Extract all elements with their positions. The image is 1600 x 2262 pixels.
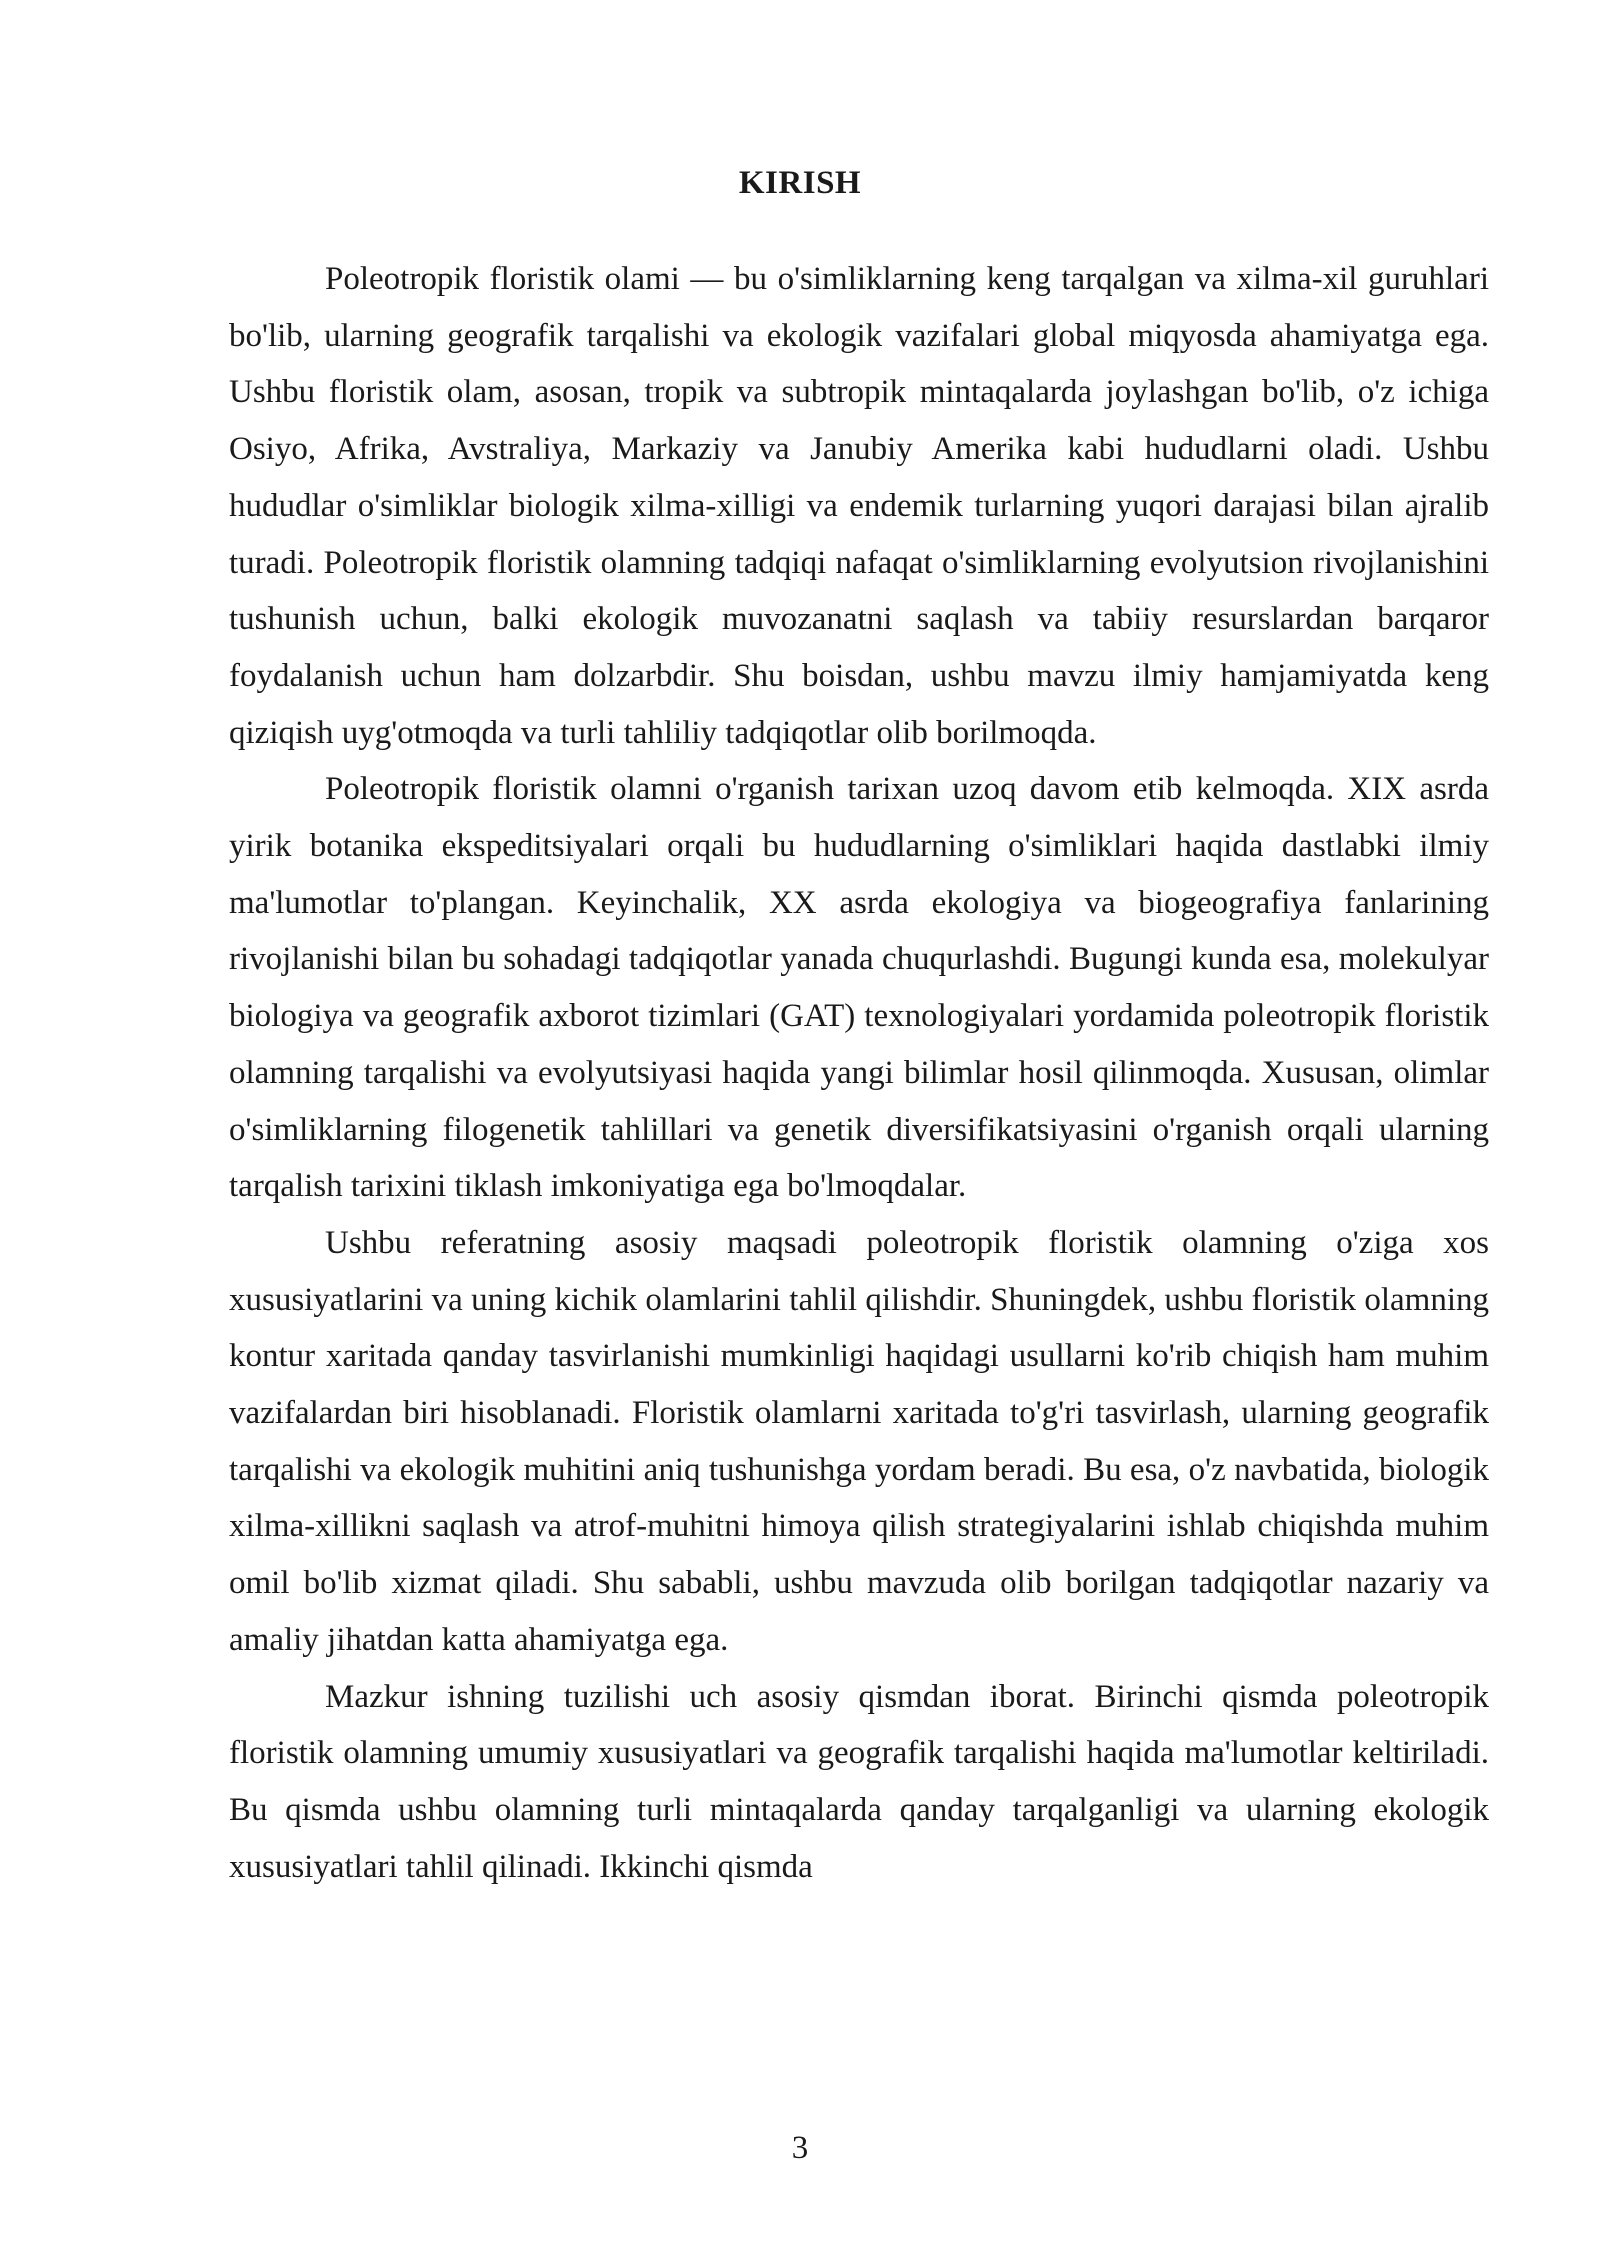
paragraph-2: Poleotropik floristik olamni o'rganish tarixan uzoq davom etib kelmoqda. XIX asrda yirik botanika ekspeditsiyalari orqali bu hududlarning o'simliklari haqida dastlabki ilmiy ma'lumotlar to'plangan. Keyinchalik, XX asrda ekologiya va biogeografiya fanlarining rivojlanishi bilan bu sohadagi tadqiqotlar yanada chuqurlashdi. Bugungi kunda esa, molekulyar biologiya va geografik axborot tizimlari (GAT) texnologiyalari yordamida poleotropik floristik olamning tarqalishi va evolyutsiyasi haqida yangi bilimlar hosil qilinmoqda. Xususan, olimlar o'simliklarning filogenetik tahlillari va genetik diversifikatsiyasini o'rganish orqali ularning tarqalish tarixini tiklash imkoniyatiga ega bo'lmoqdalar.	[229, 771, 1489, 1205]
page-number: 3	[791, 2130, 809, 2166]
body-text	[229, 251, 1489, 1895]
paragraph-1: Poleotropik floristik olami — bu o'simliklarning keng tarqalgan va xilma-xil guruhlari bo'lib, ularning geografik tarqalishi va ekologik vazifalari global miqyosda ahamiyatga ega. Ushbu floristik olam, asosan, tropik va subtropik mintaqalarda joylashgan bo'lib, o'z ichiga Osiyo, Afrika, Avstraliya, Markaziy va Janubiy Amerika kabi hududlarni oladi. Ushbu hududlar o'simliklar biologik xilma-xilligi va endemik turlarning yuqori darajasi bilan ajralib turadi. Poleotropik floristik olamning tadqiqi nafaqat o'simliklarning evolyutsion rivojlanishini tushunish uchun, balki ekologik muvozanatni saqlash va tabiiy resurslardan barqaror foydalanish uchun ham dolzarbdir. Shu boisdan, ushbu mavzu ilmiy hamjamiyatda keng qiziqish uyg'otmoqda va turli tahliliy tadqiqotlar olib borilmoqda.	[229, 261, 1489, 751]
page-title: KIRISH	[738, 165, 862, 201]
paragraph-3: Ushbu referatning asosiy maqsadi poleotropik floristik olamning o'ziga xos xususiyatlarini va uning kichik olamlarini tahlil qilishdir. Shuningdek, ushbu floristik olamning kontur xaritada qanday tasvirlanishi mumkinligi haqidagi usullarni ko'rib chiqish ham muhim vazifalardan biri hisoblanadi. Floristik olamlarni xaritada to'g'ri tasvirlash, ularning geografik tarqalishi va ekologik muhitini aniq tushunishga yordam beradi. Bu esa, o'z navbatida, biologik xilma-xillikni saqlash va atrof-muhitni himoya qilish strategiyalarini ishlab chiqishda muhim omil bo'lib xizmat qiladi. Shu sababli, ushbu mavzuda olib borilgan tadqiqotlar nazariy va amaliy jihatdan katta ahamiyatga ega.	[229, 1224, 1489, 1658]
paragraph-4: Mazkur ishning tuzilishi uch asosiy qismdan iborat. Birinchi qismda poleotropik floristik olamning umumiy xususiyatlari va geografik tarqalishi haqida ma'lumotlar keltiriladi. Bu qismda ushbu olamning turli mintaqalarda qanday tarqalganligi va ularning ekologik xususiyatlari tahlil qilinadi. Ikkinchi qismda	[229, 1678, 1489, 1885]
